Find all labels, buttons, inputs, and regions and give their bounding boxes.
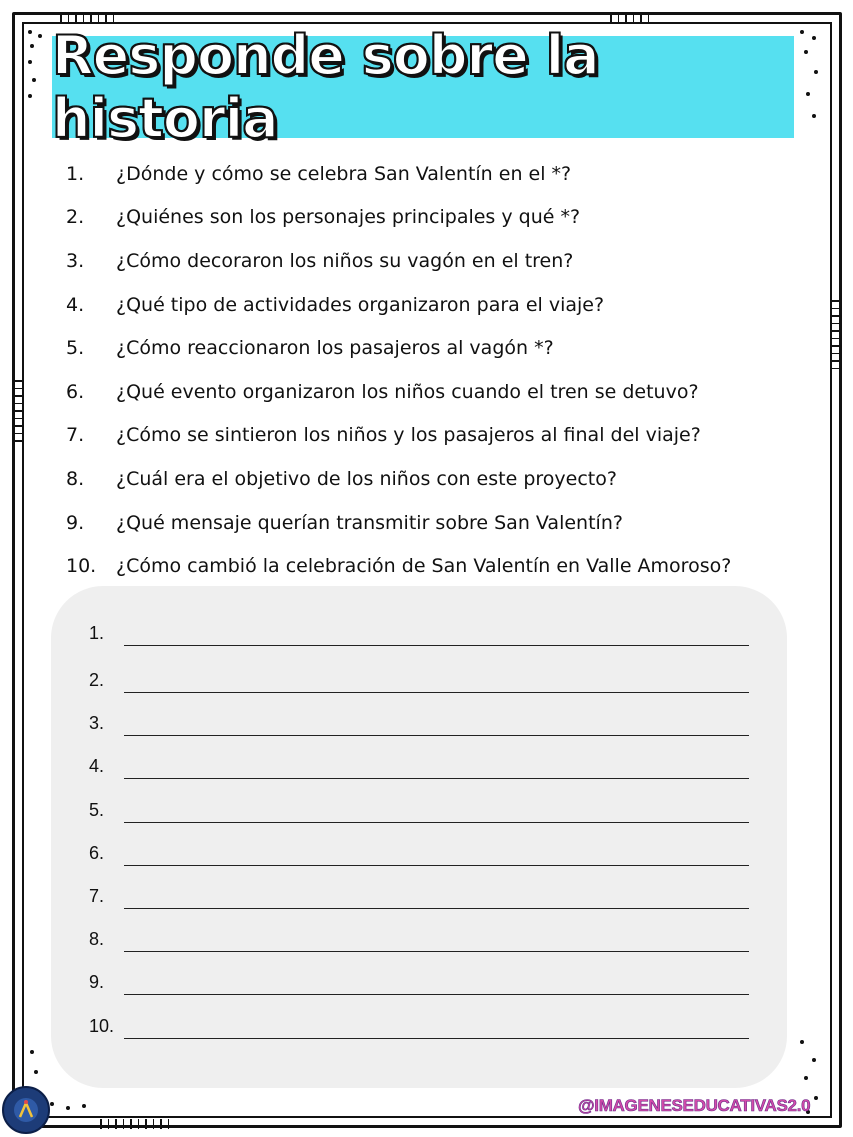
answer-line[interactable]: [124, 645, 749, 647]
question-text: ¿Qué mensaje querían transmitir sobre San Valentín?: [116, 511, 623, 534]
question-number: 3.: [66, 249, 85, 272]
question-item: [66, 501, 786, 545]
answer-row[interactable]: [89, 836, 749, 866]
answer-line[interactable]: [124, 822, 749, 824]
answer-row[interactable]: [89, 1009, 749, 1039]
answer-row[interactable]: [89, 922, 749, 952]
answer-row[interactable]: [89, 965, 749, 995]
question-text: ¿Dónde y cómo se celebra San Valentín en el *?: [116, 162, 572, 185]
question-text: ¿Quiénes son los personajes principales y qué *?: [116, 206, 581, 229]
answer-number: 7.: [89, 886, 105, 906]
question-text: ¿Qué evento organizaron los niños cuando el tren se detuvo?: [116, 380, 699, 403]
answer-number: 1.: [89, 623, 105, 643]
question-number: 7.: [66, 424, 85, 447]
answer-number: 6.: [89, 843, 105, 863]
answer-line[interactable]: [124, 951, 749, 953]
question-number: 2.: [66, 206, 85, 229]
question-item: [66, 544, 786, 588]
question-number: 10.: [66, 555, 97, 578]
question-number: 1.: [66, 162, 85, 185]
answer-line[interactable]: [124, 994, 749, 996]
question-text: ¿Cómo se sintieron los niños y los pasajeros al final del viaje?: [116, 424, 701, 447]
answer-line[interactable]: [124, 908, 749, 910]
question-item: [66, 152, 786, 196]
answer-number: 3.: [89, 713, 105, 733]
question-text: ¿Cómo decoraron los niños su vagón en el tren?: [116, 249, 574, 272]
border-ticks-left: [13, 380, 23, 442]
answer-row[interactable]: [89, 749, 749, 779]
answer-panel: [51, 586, 787, 1088]
answer-row[interactable]: [89, 663, 749, 693]
question-number: 6.: [66, 380, 85, 403]
answer-number: 2.: [89, 670, 105, 690]
watermark-handle: @IMAGENESEDUCATIVAS2.0: [578, 1096, 811, 1115]
question-item: [66, 457, 786, 501]
answer-row[interactable]: [89, 706, 749, 736]
title-banner: [52, 24, 794, 150]
border-ticks-top: [60, 13, 114, 23]
answer-row[interactable]: [89, 879, 749, 909]
answer-line[interactable]: [124, 735, 749, 737]
question-number: 5.: [66, 337, 85, 360]
answer-line[interactable]: [124, 865, 749, 867]
question-number: 9.: [66, 511, 85, 534]
answer-number: 8.: [89, 929, 105, 949]
border-ticks-top-right: [610, 13, 649, 23]
question-number: 8.: [66, 467, 85, 490]
question-list: [66, 152, 786, 588]
answer-number: 4.: [89, 756, 105, 776]
question-item: [66, 283, 786, 327]
question-item: [66, 326, 786, 370]
answer-number: 5.: [89, 800, 105, 820]
answer-line[interactable]: [124, 692, 749, 694]
answer-row[interactable]: [89, 616, 749, 646]
question-text: ¿Cuál era el objetivo de los niños con este proyecto?: [116, 467, 617, 490]
answer-number: 9.: [89, 972, 105, 992]
answer-line[interactable]: [124, 778, 749, 780]
question-text: ¿Cómo reaccionaron los pasajeros al vagón *?: [116, 337, 554, 360]
answer-number: 10.: [89, 1016, 115, 1036]
page-title: Responde sobre la historia: [52, 24, 599, 150]
question-item: [66, 414, 786, 458]
question-item: [66, 239, 786, 283]
question-item: [66, 196, 786, 240]
answer-line[interactable]: [124, 1038, 749, 1040]
question-text: ¿Qué tipo de actividades organizaron para el viaje?: [116, 293, 605, 316]
border-ticks-bottom: [100, 1119, 169, 1129]
answer-row[interactable]: [89, 793, 749, 823]
question-text: ¿Cómo cambió la celebración de San Valentín en Valle Amoroso?: [116, 555, 732, 578]
teacher-badge-icon: [2, 1086, 50, 1134]
border-ticks-right: [832, 300, 842, 369]
question-number: 4.: [66, 293, 85, 316]
question-item: [66, 370, 786, 414]
